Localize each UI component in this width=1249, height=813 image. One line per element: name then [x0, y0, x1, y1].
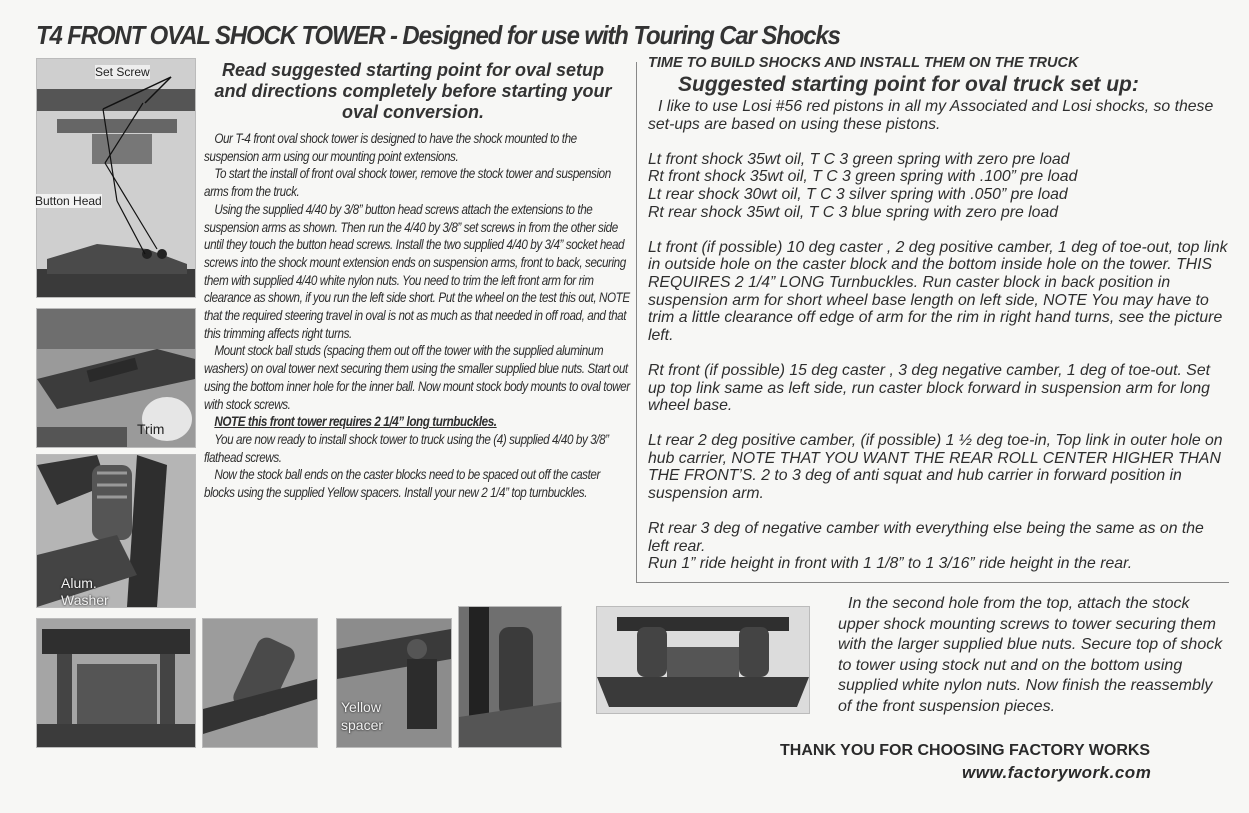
- setup-subheading: TIME TO BUILD SHOCKS AND INSTALL THEM ON THE TRUCK: [648, 55, 1079, 71]
- thank-you-line: THANK YOU FOR CHOOSING FACTORY WORKS: [780, 742, 1151, 759]
- instruction-p3: Using the supplied 4/40 by 3/8” button head screws attach the extensions to the suspension arms as shown. Then run the 4/40 by 3/8” set screws in from the other side until they touch the button head screws. Install the two supplied 4/40 by 3/4” socket head screws into the shock mount extension ends on suspension arms, front to back, securing them with supplied 4/40 white nylon nuts. You need to trim the left front arm for rim clearance as shown, if you run the left side short. Put the wheel on the test this out, NOTE that the required steering travel in oval is not as much as that needed in off road, and that this trimming affects right turns.: [204, 201, 630, 341]
- instruction-p2: To start the install of front oval shock tower, remove the stock tower and suspension arms from the truck.: [204, 166, 611, 200]
- photo-shock-mount: [458, 606, 562, 748]
- final-assembly-paragraph: In the second hole from the top, attach the stock upper shock mounting screws to tower securing them with the larger supplied blue nuts. Secure top of shock to tower using stock nut and on the bottom using supplied white nylon nuts. Now finish the reassembly of the front suspension pieces.: [838, 595, 1223, 715]
- photo-arm-trim: [36, 308, 196, 448]
- arm-trim-illustration: [37, 309, 195, 447]
- ride-height: Run 1” ride height in front with 1 1/8” to 1 3/16” ride height in the rear.: [648, 555, 1133, 573]
- photo-alum-washer: [36, 454, 196, 608]
- photo-arm-extension: [36, 58, 196, 298]
- shock-side-illustration: [203, 619, 317, 747]
- website-link[interactable]: www.factorywork.com: [962, 763, 1152, 782]
- rt-front-setup: Rt front (if possible) 15 deg caster , 3 deg negative camber, 1 deg of toe-out. Set up top link same as left side, run caster block forward in suspension arm for long wheel base.: [648, 361, 1210, 415]
- final-assembly-text: [838, 594, 1228, 718]
- setup-heading: Suggested starting point for oval truck set up:: [678, 73, 1139, 96]
- instructions-text: [204, 130, 632, 502]
- middle-heading: Read suggested starting point for oval setup and directions completely before starting your oval conversion.: [214, 60, 612, 122]
- shock-setting-lr: Lt rear shock 30wt oil, T C 3 silver spring with .050” pre load: [648, 185, 1068, 203]
- alum-label: Alum.: [61, 575, 97, 591]
- arm-extension-illustration: [37, 59, 195, 297]
- setup-intro: I like to use Losi #56 red pistons in all my Associated and Losi shocks, so these set-ups are based on using these pistons.: [648, 98, 1214, 133]
- tower-front-illustration: [37, 619, 195, 747]
- page-title: T4 FRONT OVAL SHOCK TOWER - Designed for use with Touring Car Shocks: [36, 20, 840, 50]
- instruction-p4: Mount stock ball studs (spacing them out off the tower with the supplied aluminum washers) on oval tower next securing them using the smaller supplied blue nuts. Start out using the bottom inner hole for the inner ball. Now mount stock body mounts to oval tower with stock screws.: [204, 343, 630, 412]
- shock-setting-rr: Rt rear shock 35wt oil, T C 3 blue spring with zero pre load: [648, 203, 1059, 221]
- lt-rear-setup: Lt rear 2 deg positive camber, (if possible) 1 ½ deg toe-in, Top link in outer hole on hub carrier, NOTE THAT YOU WANT THE REAR ROLL CENTER HIGHER THAN THE FRONT’S. 2 to 3 deg of anti squat and hub carrier in forward position in suspension arm.: [648, 432, 1223, 503]
- set-screw-label: Set Screw: [95, 65, 150, 79]
- shock-settings: [648, 151, 1228, 221]
- front-assembly-illustration: [597, 607, 809, 713]
- spacer-label: spacer: [341, 717, 384, 733]
- photo-front-assembly: [596, 606, 810, 714]
- instruction-p6: Now the stock ball ends on the caster blocks need to be spaced out off the caster blocks using the supplied Yellow spacers. Install your new 2 1/4” top turnbuckles.: [204, 467, 600, 501]
- shock-setting-lf: Lt front shock 35wt oil, T C 3 green spring with zero pre load: [648, 150, 1070, 168]
- photo-shock-side: [202, 618, 318, 748]
- trim-label: Trim: [137, 421, 165, 437]
- photo-yellow-spacer: [336, 618, 452, 748]
- shock-mount-illustration: [459, 607, 561, 747]
- photo-tower-front: [36, 618, 196, 748]
- instruction-p5: You are now ready to install shock tower to truck using the (4) supplied 4/40 by 3/8” flathead screws.: [204, 431, 609, 465]
- button-head-label: Button Head: [35, 194, 102, 208]
- washer-label: Washer: [61, 592, 109, 608]
- rt-rear-setup: Rt rear 3 deg of negative camber with everything else being the same as on the left rear.: [648, 520, 1204, 555]
- instruction-p1: Our T-4 front oval shock tower is designed to have the shock mounted to the suspension arm using our mounting point extensions.: [204, 131, 577, 164]
- turnbuckle-note: NOTE this front tower requires 2 1/4” long turnbuckles.: [214, 414, 497, 430]
- yellow-label: Yellow: [341, 699, 381, 715]
- shock-setting-rf: Rt front shock 35wt oil, T C 3 green spring with .100” pre load: [648, 168, 1078, 186]
- lt-front-setup: Lt front (if possible) 10 deg caster , 2 deg positive camber, 1 deg of toe-out, top link in outside hole on the caster block and the bottom inside hole on the tower. THIS REQUIRES 2 1/4” LONG Turnbuckles. Run caster block in back position in suspension arm for short wheel base length on left side, NOTE You may have to trim a little clearance off edge of arm for the rim in right hand turns, see the picture left.: [648, 238, 1228, 344]
- setup-text: [648, 98, 1228, 573]
